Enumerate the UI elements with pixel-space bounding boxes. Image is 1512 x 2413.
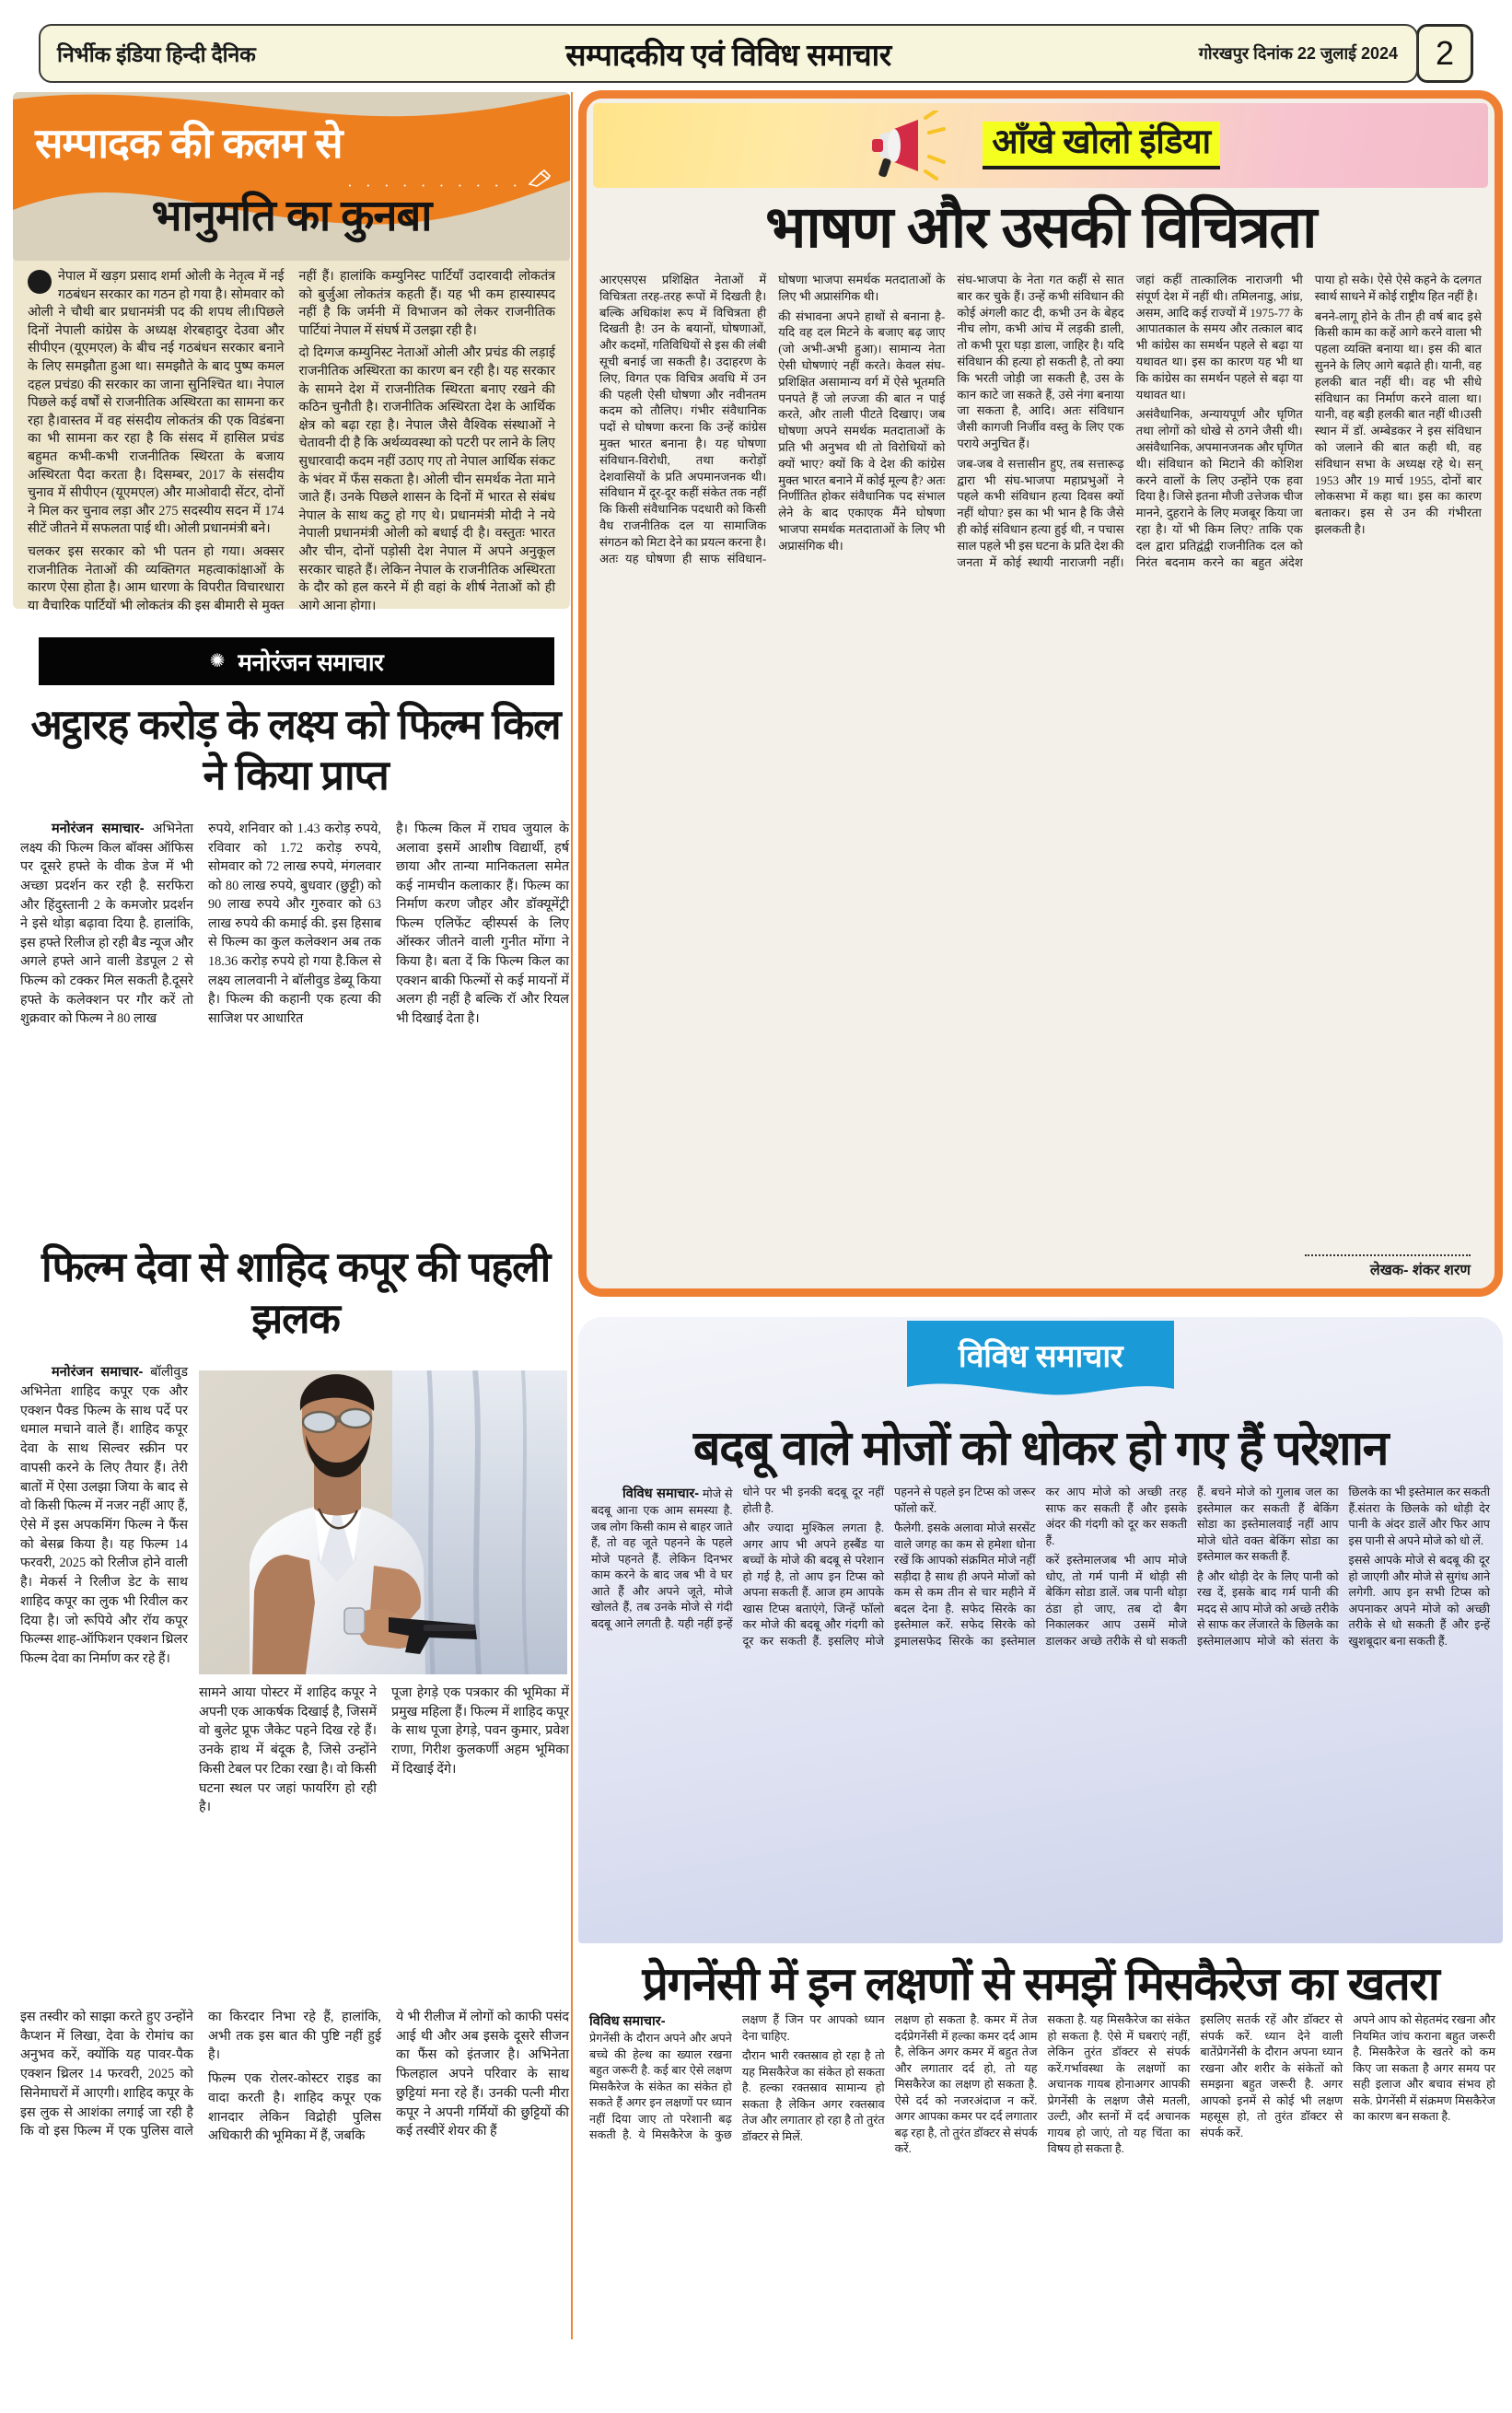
preg-para: दौरान भारी रक्तस्राव हो रहा है तो यह मिसकैरेज का संकेत हो सकता है. हल्का रक्तस्राव सामान्य हो सकता है लेकिन अगर रक्तस्राव तेज और लगातार हो रहा है तो तुरंत डॉक्टर से मिलें. — [741, 2049, 885, 2143]
vividh-kicker: विविध समाचार- — [622, 1486, 700, 1501]
star-burst-icon: ✺ — [209, 651, 226, 671]
byline-rule — [1305, 1254, 1471, 1256]
vividh-para: और ज्यादा मुश्किल लगता है. अगर आप भी अपने हस्बैंड या बच्चों के मोजे की बदबू से परेशान हो गई है, तो आप इन टिप्स को अपना सकती हैं. आज हम आपके खास टिप्स बताएंगे, जिन्हें फॉलो कर मोजे की बदबू और गंदगी को दूर कर सकती हैं. इसलिए मोजे पहनने से पहले इन टिप्स को जरूर फॉलो करें. — [742, 1486, 1036, 1648]
entertainment-story-1-body — [20, 820, 569, 1243]
vividh-para: फैलेगी. इसके अलावा मोजे सरसेंट वाले जगह का कम से हमेशा धोना रखें कि आपको संक्रमित मोजे नहीं सड़ीदा है साथ ही अपने मोजों को कम से कम तीन से चार महीने में बदल देना है. सफेद सिरके का इस्तेमाल करें. सफेद सिरके को ड्रमालसफेद सिरके का इस्तेमाल कर आप मोजे को अच्छी तरह साफ कर सकती हैं और इसके अंदर की गंदगी को दूर कर सकती हैं. — [894, 1486, 1187, 1648]
main-para: जब-जब वे सत्तासीन हुए, तब सत्तारूढ़ द्वारा भी संघ-भाजपा महाप्रभुओं ने पहले कभी संविधान हत्या दिवस क्यों नहीं थोपा? इस का भी भान है कि जैसे ही कोई संविधान हत्या हुई थी, न पचास साल पहले भी इस घटना के प्रति देश की जनता में कोई स्थायी नाराजगी नहीं। जहां कहीं तात्कालिक नाराजगी भी संपूर्ण देश में नहीं थी। तमिलनाडु, आंध्र, असम, आदि कई राज्यों में 1975-77 के आपातकाल के समय और तत्काल बाद भी कांग्रेस का समर्थन पहले से बढ़ा या यथावत था। इस का कारण यह भी था कि कांग्रेस का समर्थन पहले से बढ़ा या यथावत था। — [957, 273, 1303, 569]
paper-name: निर्भीक इंडिया हिन्दी दैनिक — [57, 42, 256, 66]
vividh-news-box — [578, 1317, 1503, 1943]
editor-banner-label: सम्पादक की कलम से — [35, 120, 343, 167]
preg-para-text: प्रेगनेंसी के दौरान अपने और अपने बच्चे की हेल्थ का ख्याल रखना बहुत जरूरी है. कई बार ऐसे लक्षण मिसकैरेज के संकेत का संकेत हो सकते हैं अगर इन लक्षणों पर ध्यान नहीं दिया जाए तो परेशानी बढ़ सकती है. ये मिसकैरेज के कुछ लक्षण हैं जिन पर आपको ध्यान देना चाहिए. — [589, 2013, 885, 2142]
masthead-bar — [39, 24, 1418, 83]
entertainment-banner-label: मनोरंजन समाचार — [238, 648, 384, 676]
editorial-para — [28, 268, 285, 539]
ent2-para: फिल्म एक रोलर-कोस्टर राइड का वादा करती है। शाहिद कपूर एक शानदार लेकिन विद्रोही पुलिस अधिकारी की भूमिका में हैं, जबकि — [208, 2071, 381, 2144]
entertainment-section-banner — [39, 637, 554, 685]
vividh-para: करें इस्तेमालजब भी आप मोजे धोए, तो गर्म पानी में थोड़ी सी बेकिंग सोडा डालें. जब पानी थोड़ा ठंडा हो जाए, तब दो बैग निकालकर आप उसमें मोजे डालकर अच्छे तरीके से धो सकती हैं. बचने मोजे को गुलाब जल का इस्तेमाल कर सकती हैं बेकिंग सोडा का इस्तेमालवाई नहीं आप मोजे धोते वक्त बेकिंग सोडा का इस्तेमाल कर सकती हैं. — [1045, 1486, 1339, 1648]
main-editorial-body — [599, 272, 1482, 1230]
editorial-para-text: नेपाल में खड़ग प्रसाद शर्मा ओली के नेतृत्व में नई गठबंधन सरकार का गठन हो गया है। सोमवार को ओली ने चौथी बार प्रधानमंत्री पद की शपथ ली।पिछले दिनों नेपाली कांग्रेस के अध्यक्ष शेरबहादुर देउवा और सीपीएन (यूएमएल) के बीच नई गठबंधन सरकार बनाने के लिए समझौता हुआ था। समझौते के बाद पुष्प कमल दहल प्रचंड0 की सरकार का जाना सुनिश्चित था। नेपाल पिछले कई वर्षों से राजनीतिक अस्थिरता का सामना कर रहा है।वास्तव में वह संसदीय लोकतंत्र की एक विडंबना का भी सामना कर रहा है कि संसद में हासिल प्रचंड बहुमत कभी-कभी राजनीतिक स्थिरता के बजाय अस्थिरता पैदा करता है। दिसम्बर, 2017 के संसदीय चुनाव में सीपीएन (यूएमएल) और माओवादी सेंटर, दोनों ने मिल कर चुनाव लड़ा और 275 सदस्यीय सदन में 174 सीटें जीतने में सफलता पाई थी। ओली प्रधानमंत्री बने। — [28, 269, 285, 537]
main-para: आरएसएस प्रशिक्षित नेताओं में विचित्रता तरह-तरह रूपों में दिखती है। बल्कि अधिकांश रूप में विचित्रता ही दिखती है! उन के बयानों, घोषणाओं, और कदमों, गतिविधियों से इस की लंबी सूची बनाई जा सकती है। उदाहरण के लिए, विगत एक विचित्र अवधि में उन की पहली ऐसी घोषणा और नवीनतम कदम को तौलिए। गंभीर संवैधानिक पदों से घोषणा करना कि उन्हें कांग्रेस मुक्त भारत बनाना है। यह घोषणा संविधान-विरोधी, तथा करोड़ों देशवासियों के प्रति अपमानजनक थी। संविधान में दूर-दूर कहीं संकेत तक नहीं कि किसी संवैधानिक पदधारी को किसी वैध राजनीतिक दल या सामाजिक संगठन को मिटा देने का प्रयत्न करना है। अतः यह घोषणा ही साफ संविधान-घोषणा भाजपा समर्थक मतदाताओं के लिए भी अप्रासंगिक थी। — [599, 273, 946, 565]
ent1-para: रुपये, शनिवार को 1.43 करोड़ रुपये, रविवार को 1.72 करोड़ रुपये, सोमवार को 72 लाख रुपये, मंगलवार को 80 लाख रुपये, बुधवार (छुट्टी) को 90 लाख रुपये और गुरुवार को 63 लाख रुपये की कमाई की. इस हिसाब से फिल्म का कुल कलेक्शन अब तक 18.36 करोड़ रुपये हो गया है.किल से लक्ष्य लालवानी ने बॉलीवुड डेब्यू किया है। फिल्म की कहानी एक हत्या की साजिश पर आधारित — [208, 822, 381, 1026]
ent1-kicker: मनोरंजन समाचार- — [52, 822, 145, 836]
place-and-date: गोरखपुर दिनांक 22 जुलाई 2024 — [1198, 44, 1398, 63]
preg-para: लक्षण हो सकता है. कमर में तेज दर्दप्रेगनेंसी में हल्का कमर दर्द आम है, लेकिन अगर कमर में बहुत तेज और लगातार दर्द हो, तो यह मिसकैरेज का लक्षण हो सकता है. ऐसे दर्द को नजरअंदाज न करें. अगर आपका कमर पर दर्द लगातार बढ़ रहा है, तो तुरंत डॉक्टर से संपर्क करें. — [894, 2013, 1038, 2156]
ent2-para: पूजा हेगड़े एक पत्रकार की भूमिका में प्रमुख महिला हैं। फिल्म में शाहिद कपूर के साथ पूजा हेगड़े, पवन कुमार, प्रवेश राणा, गिरीश कुलकर्णी अहम भूमिका में दिखाई देंगे। — [391, 1685, 569, 1777]
ent2-para — [20, 1363, 188, 1669]
left-column — [13, 92, 570, 2347]
main-para: असंवैधानिक, अन्यायपूर्ण और घृणित तथा लोगों को धोखे से ठगने जैसी थी। असंवैधानिक, अपमानजनक और घृणित थी। संविधान को मिटाने की कोशिश करने वालों के लिए उन्होंने एक हवा दिया है। जिसे इतना मौजी उत्तेजक चीज मानने, दुहराने के लिए मजबूर किया जा रहा है। यों भी किम लिए? ताकि एक दल द्वारा प्रतिद्वंद्वी राजनीतिक दल को निरंत बदनाम करने का बहुत अंदेश पाया हो सके। ऐसे ऐसे कहने के दलगत स्वार्थ साधने में कोई राष्ट्रीय हित नहीं है। — [1135, 273, 1482, 569]
ent1-para-text: अभिनेता लक्ष्य की फिल्म किल बॉक्स ऑफिस पर दूसरे हफ्ते के वीक डेज में भी अच्छा प्रदर्शन कर रही है. सरफिरा और हिंदुस्तानी 2 के कमजोर प्रदर्शन ने इसे थोड़ा बढ़ावा दिया है. हालांकि, इस हफ्ते रिलीज हो रही बैड न्यूज और अगले हफ्ते आने वाली डेडपूल 2 से फिल्म को टक्कर मिल सकती है.दूसरे हफ्ते के कलेक्शन पर गौर करें तो शुक्रवार को फिल्म ने 80 लाख — [20, 822, 193, 1027]
ent2-para: इस तस्वीर को साझा करते हुए उन्होंने कैप्शन में लिखा, देवा के रोमांच का अनुभव करें, क्योंकि यह पावर-पैक एक्शन थ्रिलर 14 फरवरी, 2025 को सिनेमाघरों में आएगी। शाहिद कपूर के इस लुक से आशंका लगाई जा रही है कि वो इस फिल्म में एक पुलिस वाले का किरदार निभा रहे हैं, हालांकि, अभी तक इस बात की पुष्टि नहीं हुई है। — [20, 2010, 381, 2139]
preg-para: सकता है. यह मिसकैरेज का संकेत हो सकता है. ऐसे में घबराएं नहीं, लेकिन तुरंत डॉक्टर से संपर्क करें.गर्भावस्था के लक्षणों का अचानक गायब होनाअगर आपकी प्रेगनेंसी के लक्षण जैसे मतली, उल्टी, और स्तनों में दर्द अचानक गायब हो जाएं, तो यह चिंता का विषय हो सकता है. — [1047, 2013, 1191, 2156]
fountain-pen-icon — [528, 169, 552, 188]
vividh-flag-label: विविध समाचार — [958, 1339, 1123, 1374]
main-para: संघ-भाजपा के नेता गत कहीं से सात बार कर चुके हैं। उन्हें कभी संविधान की कोई अंगली काट दी, कभी उन के बेहद नीच लोग, कभी आंच में लड़की डाली, तो कभी पूरा घड़ा डाला, जाहिर है। यदि संविधान की हत्या हो सकती है, तो क्या कि भरती जोड़ी जा सकती है, उस के कान काटे जा सकते हैं, उसे नंगा बनाया जा सकता है, आदि। अतः संविधान जैसी कागजी निर्जीव वस्तु के लिए एक पराये अनुचित हैं। — [957, 273, 1124, 450]
ent2-para-text: बॉलीवुड अभिनेता शाहिद कपूर एक और एक्शन पैक्ड फिल्म के साथ पर्दे पर धमाल मचाने वाले हैं। शाहिद कपूर देवा के साथ सिल्वर स्क्रीन पर वापसी करने के लिए तैयार हैं। तेरी बातों में ऐसा उलझा जिया के बाद से वो किसी फिल्म में नजर नहीं आए हैं, ऐसे में इस अपकमिंग फिल्म ने फैंस को बेसब्र किया है। यह फिल्म 14 फरवरी, 2025 को रिलीज होने वाली है। मेकर्स ने रिलीज डेट के साथ शाहिद कपूर का लुक भी रिवील कर दिया है। जो रूपिये और रॉय कपूर फिल्म्स शाह-ऑफिशन एक्शन थ्रिलर फिल्म देवा का निर्माण कर रहे हैं। — [20, 1365, 188, 1667]
editor-column-banner — [13, 92, 570, 262]
pregnancy-body — [589, 2012, 1495, 2344]
page-number-badge: 2 — [1416, 24, 1473, 83]
main-para: की संभावना अपने हाथों से बनाना है- यदि वह दल मिटने के बजाए बढ़ जाए (जो अभी-अभी हुआ)। सामान्य नेता ऐसी घोषणाएं नहीं करते। केवल संघ-प्रशिक्षित असामान्य वर्ग में ऐसे भूतमति पनपते हैं जो लज्जा की बात न पाई करते, और ताली पीटते दिखाए। जब घोषणा अपने समर्थक मतदाताओं के प्रति भी अनुभव थी तो विरोधियों को क्यों भाए? क्यों कि वे देश की कांग्रेस मुक्त भारत बनाने में कोई मूल्य है? अतः निर्णीतित होकर संवैधानिक पद संभाल लेने के बाद एकाएक मैंने घोषणा भाजपा समर्थक मतदाताओं के लिए भी अप्रासंगिक थी। — [778, 309, 946, 553]
entertainment-story-2-col1 — [20, 1363, 188, 1673]
editorial-headline: भानुमति का कुनबा — [151, 191, 432, 239]
preg-para: अपने आप को सेहतमंद रखना और नियमित जांच कराना बहुत जरूरी है. मिसकैरेज के खतरे को कम किए जा सकता है अगर समय पर सही इलाज और बचाव संभव हो सके. प्रेगनेंसी में संक्रमण मिसकैरेज का कारण बन सकता है. — [1353, 2013, 1495, 2124]
vividh-body — [591, 1485, 1490, 1908]
ent2-kicker: मनोरंजन समाचार- — [52, 1365, 144, 1380]
section-title: सम्पादकीय एवं विविध समाचार — [565, 37, 891, 72]
preg-para: इसलिए सतर्क रहें और डॉक्टर से संपर्क करें. ध्यान देने वाली बातेंप्रेगनेंसी के दौरान अपना ध्यान रखना और शरीर के संकेतों को समझना बहुत जरूरी है. अगर आपको इनमें से कोई भी लक्षण महसूस हो, तो तुरंत डॉक्टर से संपर्क करें. — [1200, 2013, 1343, 2139]
shahid-kapoor-photo-svg — [199, 1370, 567, 1674]
shahid-kapoor-photo — [199, 1370, 567, 1674]
main-editorial-box — [578, 90, 1503, 1297]
editorial-para: चलकर इस सरकार को भी पतन हो गया। अक्सर राजनीतिक नेताओं की व्यक्तिगत महत्वाकांक्षाओं के कारण ऐसा होता है। आम धारणा के विपरीत विचारधारा या वैचारिक पार्टियों भी लोकतंत्र की इस बीमारी से मुक्त नहीं हैं। हालांकि कम्युनिस्ट पार्टियाँ उदारवादी लोकतंत्र को बुर्जुआ लोकतंत्र कहती हैं। यह भी कम हास्यास्पद नहीं है कि जर्मनी में विभाजन को लेकर राजनीतिक पार्टियां नेपाल में संघर्ष में उलझा रही है। — [28, 269, 555, 613]
byline-text: लेखक- शंकर शरण — [1369, 1263, 1471, 1278]
main-editorial-headline: भाषण और उसकी विचित्रता — [765, 195, 1316, 260]
entertainment-story-2-headline: फिल्म देवा से शाहिद कपूर की पहली झलक — [41, 1243, 551, 1342]
ent1-para — [20, 820, 193, 1029]
column-divider — [571, 92, 573, 2339]
masthead — [39, 24, 1473, 83]
editorial-body-wrap — [13, 261, 570, 613]
banner-dots: · · · · · · · · · · — [347, 177, 522, 194]
main-para: बनने-लागू होने के तीन ही वर्ष बाद इसे किसी काम का कहें आगे करने वाला भी पहला व्यक्ति बनाया था। इस की बात सुनने के लिए आगे बढ़ाते ही। यानी, वह हलकी बात नहीं थी। वह भी सीधे संविधान का निर्माण करने वाला था। यानी, वह बड़ी हलकी बात नहीं थी।उसी स्थान में डॉ. अम्बेडकर ने इस संविधान को जलाने की बात कही थी, वह संविधान सभा के अध्यक्ष रहे थे। सन् 1953 और 19 मार्च 1955, दोनों बार लोकसभा में कहा था। इस का कारण बताकर। इस से उन की गंभीरता झलकती है। — [1314, 309, 1482, 536]
vividh-headline: बदबू वाले मोजों को धोकर हो गए हैं परेशान — [692, 1422, 1389, 1475]
megaphone-icon — [861, 111, 971, 181]
ent1-para: है। फिल्म किल में राघव जुयाल के अलावा इसमें आशीष विद्यार्थी, हर्ष छाया और तान्या मानिकतला समेत कई नामचीन कलाकार हैं। फिल्म का निर्माण करण जौहर और डॉक्यूमेंट्री फिल्म एलिफेंट व्हीस्पर्स के लिए ऑस्कर जीतने वाली गुनीत मोंगा ने किया है। बता दें कि फिल्म किल का एक्शन बाकी फिल्मों से कई मायनों में अलग ही नहीं है बल्कि रॉ और रियल भी दिखाई देता है। — [396, 822, 569, 1026]
pregnancy-headline: प्रेगनेंसी में इन लक्षणों से समझें मिसकैरेज का खतरा — [642, 1958, 1439, 2010]
ent2-para: सामने आया पोस्टर में शाहिद कपूर ने अपनी एक आकर्षक दिखाई है, जिसमें वो बुलेट प्रूफ जैकेट पहने दिख रहे हैं। उनके हाथ में बंदूक है, जिसे उन्होंने किसी टेबल पर टिका रखा है। वो किसी घटना स्थल पर जहां फायरिंग हो रही है। — [199, 1685, 377, 1815]
editorial-para: दो दिग्गज कम्युनिस्ट नेताओं ओली और प्रचंड की लड़ाई राजनीतिक अस्थिरता का कारण बन रही है। यह सरकार के सामने देश में राजनीतिक स्थिरता बनाए रखने की कठिन चुनौती है। राजनीतिक अस्थिरता देश के आर्थिक क्षेत्र को बढ़ा रहा है। नेपाल जैसे वैश्विक संस्थाओं ने चेतावनी दी है कि अर्थव्यवस्था को पटरी पर लाने के लिए सुधारवादी कदम नहीं उठाए गए तो नेपाल आर्थिक संकट के भंवर में फँस सकता है। ओली चीन समर्थक नेता माने जाते हैं। उनके पिछले शासन के दिनों में भारत से संबंध नेपाल के साथ कटु हो गए थे। प्रधानमंत्री मोदी ने नये नेपाली प्रधानमंत्री ओली को बधाई दी है। वस्तुतः भारत और चीन, दोनों पड़ोसी देश नेपाल में अपने अनुकूल सरकार चाहते हैं। लेकिन नेपाल के राजनीतिक अस्थिरता के दौर को हल करने में ही वहां के शीर्ष नेताओं को ही आगे आना होगा। — [298, 345, 555, 613]
ent2-para: ये भी रीलीज में लोगों को काफी पसंद आई थी और अब इसके दूसरे सीजन का फैंस को इंतजार है। अभिनेता फिलहाल अपने परिवार के साथ छुट्टियां मना रहे हैं। उनकी पत्नी मीरा कपूर ने अपनी गर्मियों की छुट्टियों की कई तस्वीरें शेयर की हैं — [396, 2010, 569, 2139]
aankhe-kholo-banner — [593, 103, 1488, 188]
editorial-body — [28, 268, 555, 618]
editorial-byline — [1305, 1254, 1471, 1279]
vividh-para: है और थोड़ी देर के लिए पानी को रख दें, इसके बाद गर्म पानी की मदद से आप मोजे को अच्छे तरीके से साफ कर लेंजारते के छिलके का इस्तेमालआप मोजे को संतरा के छिलके का भी इस्तेमाल कर सकती हैं.संतरा के छिलके को थोड़ी देर पानी के अंदर डालें और फिर आप इस पानी से अपने मोजे को धो लें. — [1197, 1486, 1490, 1648]
vividh-para-text: मोजे से बदबू आना एक आम समस्या है. जब लोग किसी काम से बाहर जाते हैं, तो वह जूते पहनने के पहले मोजे पहनते हैं. लेकिन दिनभर काम करने के बाद जब भी वे घर आते हैं और अपने जूते, मोजे खोलते हैं, तब उनके मोजे से गंदी बदबू आने लगती है. यही नहीं इन्हें धोने पर भी इनकी बदबू दूर नहीं होती है. — [591, 1486, 884, 1630]
entertainment-story-2-tail — [20, 2008, 569, 2413]
drop-cap-dot — [28, 270, 52, 294]
entertainment-story-2-rest — [199, 1684, 569, 2006]
entertainment-story-1-headline: अट्ठारह करोड़ के लक्ष्य को फिल्म किल ने किया प्राप्त — [30, 701, 561, 799]
preg-kicker: विविध समाचार- — [589, 2014, 666, 2029]
vividh-para: इससे आपके मोजे से बदबू की दूर हो जाएगी और मोजे से सुगंध आने लगेगी. आप इन सभी टिप्स को अपनाकर अपने मोजे को अच्छी तरीके से धो सकती हैं और इन्हें खुशबूदार बना सकती हैं. — [1348, 1554, 1490, 1648]
right-column — [578, 90, 1503, 1943]
aankhe-banner-label: आँखे खोलो इंडिया — [983, 122, 1219, 169]
